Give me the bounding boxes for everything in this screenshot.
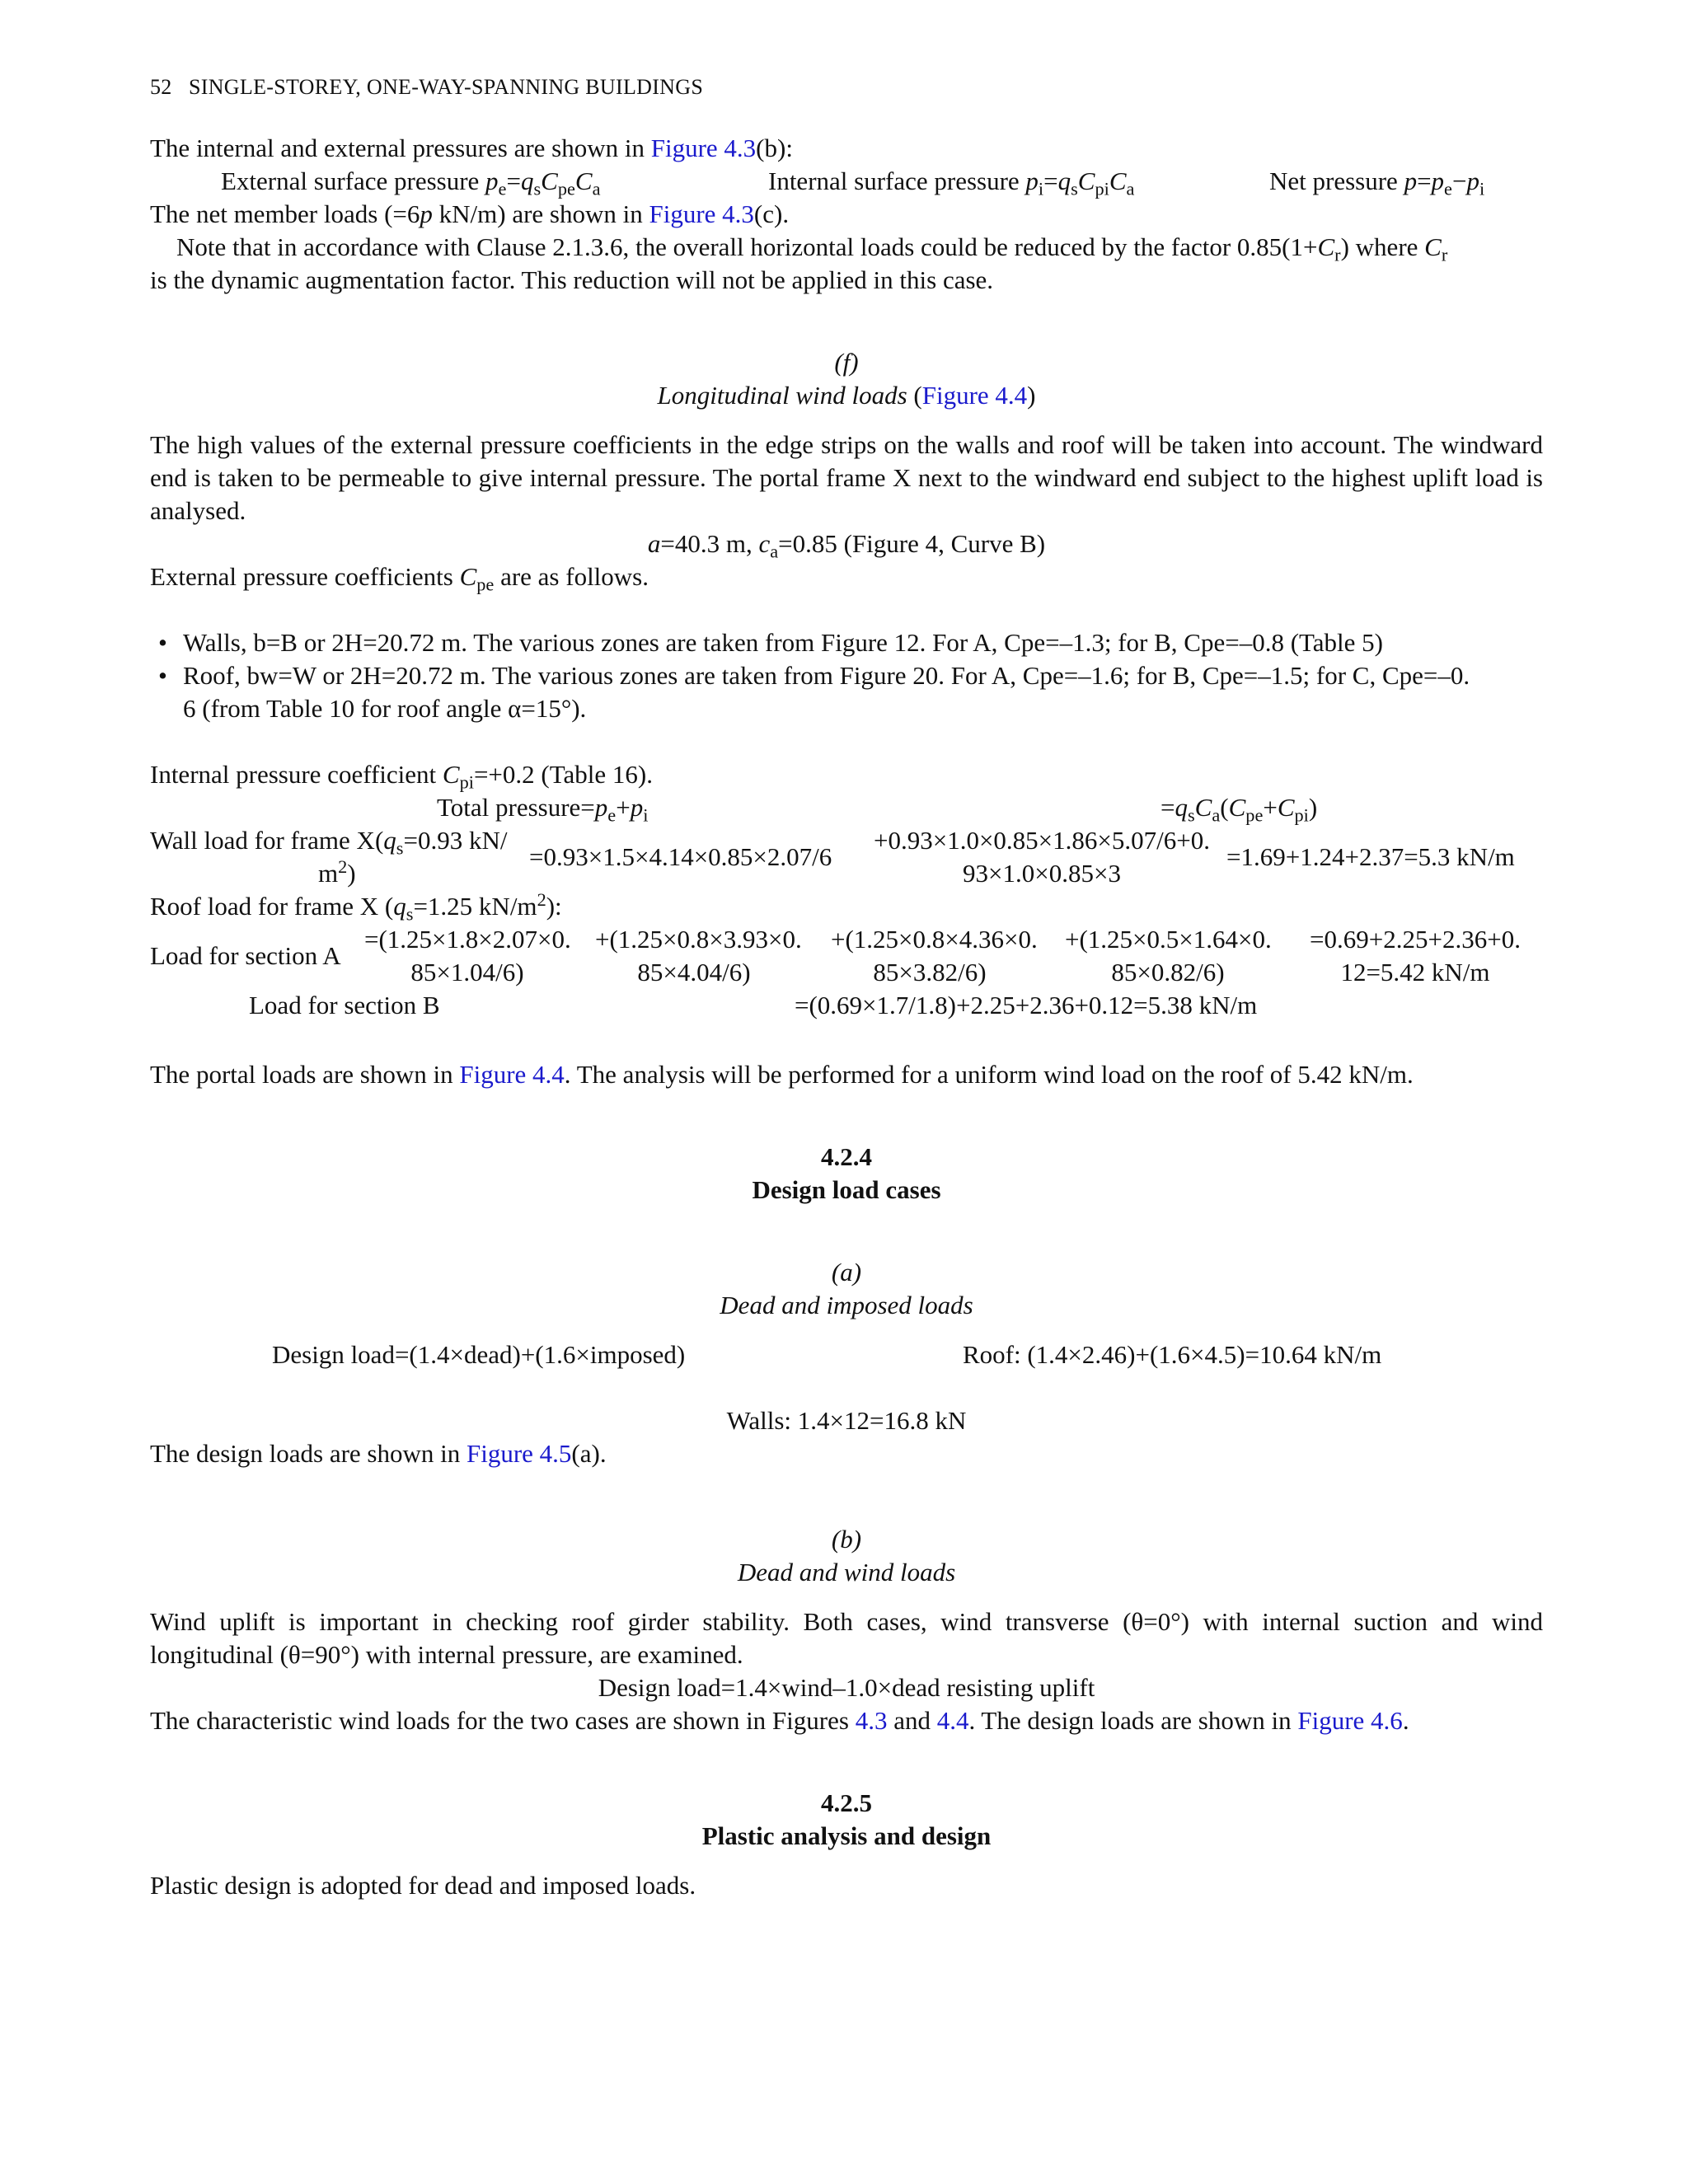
- bullet-roof-line1: Roof, bw=W or 2H=20.72 m. The various zones are taken from Figure 20. For A, Cpe=–1.6; for B, Cpe=–1.5; for C, Cpe=–0.: [183, 661, 1470, 690]
- figure-4-3-link[interactable]: Figure 4.3: [649, 199, 754, 228]
- wind-uplift-line2: longitudinal (θ=90°) with internal pressure, are examined.: [150, 1640, 743, 1669]
- figure-4-3-link[interactable]: Figure 4.3: [650, 134, 757, 162]
- section-a-col1-l1: =(1.25×1.8×2.07×0.: [364, 925, 571, 954]
- section-a-col4-l1: +(1.25×0.5×1.64×0.: [1065, 925, 1272, 954]
- section-a-col3: [831, 923, 1038, 989]
- section-a-col3-l1: +(1.25×0.8×4.36×0.: [831, 925, 1038, 954]
- wall-load-col2-l1: +0.93×1.0×0.85×1.86×5.07/6+0.: [873, 826, 1210, 855]
- intro-text: The internal and external pressures are shown in: [150, 134, 651, 162]
- char-text: .: [1402, 1706, 1409, 1735]
- plastic-design-paragraph: Plastic design is adopted for dead and imposed loads.: [150, 1871, 696, 1900]
- subsection-title-text: Longitudinal wind loads: [657, 381, 907, 410]
- intro-text: The net member loads (=6: [150, 199, 420, 228]
- subsection-title-dead-wind: Dead and wind loads: [737, 1558, 956, 1586]
- internal-coeff-text: =+0.2 (Table 16).: [473, 760, 653, 789]
- figure-4-6-link[interactable]: Figure 4.6: [1297, 1706, 1403, 1735]
- figure-4-5-link[interactable]: Figure 4.5: [466, 1439, 572, 1468]
- wall-load-col2-l2: 93×1.0×0.85×3: [963, 859, 1121, 888]
- section-a-col2: [595, 923, 802, 989]
- subsection-letter-a: (a): [831, 1258, 862, 1286]
- roof-load-text: ):: [546, 892, 562, 921]
- portal-text: . The analysis will be performed for a uniform wind load on the roof of 5.42 kN/m.: [564, 1060, 1414, 1089]
- formula-label: Internal surface pressure: [768, 166, 1026, 195]
- wind-uplift-line1: Wind uplift is important in checking roof girder stability. Both cases, wind transverse (θ=0°) with internal suction and wind: [150, 1607, 1543, 1636]
- bullet-walls: [150, 626, 1543, 659]
- subsection-title-longitudinal: Longitudinal wind loads (Figure 4.4): [657, 381, 1036, 410]
- external-coeff-line: External pressure coefficients $C_{pe}$ are as follows.: [150, 562, 649, 595]
- section-title-design-load-cases: Design load cases: [752, 1175, 941, 1204]
- figure-4-4-link[interactable]: Figure 4.4: [459, 1060, 565, 1089]
- wall-load-label: Wall load for frame $X(q_s=0.93$ kN/ $m^2$): [150, 826, 508, 888]
- section-number-4-2-4: 4.2.4: [821, 1142, 872, 1171]
- char-text: The characteristic wind loads for the two cases are shown in Figures: [150, 1706, 856, 1735]
- note-text: ) where: [1340, 232, 1425, 261]
- note-line-2: is the dynamic augmentation factor. This reduction will not be applied in this case.: [150, 265, 994, 294]
- roof-load-text: Roof load for frame X (: [150, 892, 394, 921]
- a-ca-text: =0.85 (Figure 4, Curve B): [778, 529, 1046, 558]
- net-member-loads-line: The net member loads (=6p kN/m) are shown in Figure 4.3(c).: [150, 199, 790, 228]
- design-loads-text: (a).: [571, 1439, 607, 1468]
- longitudinal-paragraph: The high values of the external pressure coefficients in the edge strips on the walls and roof will be taken into account. The windward end is taken to be permeable to give internal pressure. The portal frame X next to the windward end subject to the highest uplift load is analysed.: [150, 430, 1543, 525]
- roof-load-line: Roof load for frame X ($q_s=1.25$ $kN/m^2$):: [150, 888, 562, 925]
- section-a-col4-l2: 85×0.82/6): [1111, 958, 1225, 987]
- internal-pressure-formula: Internal surface pressure $p_i=q_sC_{pi}C_a$: [768, 166, 1135, 199]
- characteristic-wind-line: [150, 1704, 1409, 1737]
- section-a-col2-l2: 85×4.04/6): [637, 958, 751, 987]
- figure-4-4-link[interactable]: 4.4: [936, 1706, 969, 1735]
- a-ca-line: a=40.3 m, $c_a=0.85$ (Figure 4, Curve B): [647, 529, 1046, 562]
- bullet-roof: [150, 659, 1543, 725]
- intro-text: (c).: [753, 199, 790, 228]
- bullet-walls-text: Walls, b=B or 2H=20.72 m. The various zones are taken from Figure 12. For A, Cpe=–1.3; for B, Cpe=–0.8 (Table 5): [183, 628, 1384, 657]
- intro-line-1: [150, 132, 793, 165]
- wall-load-text: =0.93 kN/: [403, 826, 508, 855]
- external-pressure-formula: External surface pressure $p_e=q_sC_{pe}C_a$: [221, 166, 601, 199]
- wall-load-text: m: [318, 859, 339, 888]
- total-pressure-label: Total $pressure=p_e+p_i$: [437, 793, 649, 826]
- note-line-1: Note that in accordance with Clause 2.1.3.6, the overall horizontal loads could be reduced by the factor $0.85(1+C_r)$ where $C_r$: [176, 232, 1448, 265]
- section-a-label: Load for section A: [150, 941, 341, 970]
- page-number: 52: [150, 75, 172, 99]
- bullet-icon: •: [158, 628, 167, 657]
- formula-label: External surface pressure: [221, 166, 486, 195]
- design-load-wind: Design load=1.4×wind–1.0×dead resisting uplift: [598, 1673, 1095, 1702]
- section-a-col3-l2: 85×3.82/6): [873, 958, 987, 987]
- note-text: Note that in accordance with Clause 2.1.3.6, the overall horizontal loads could be reduced by the factor 0.85(1+: [176, 232, 1318, 261]
- subsection-letter-b: (b): [831, 1525, 862, 1554]
- design-loads-text: The design loads are shown in: [150, 1439, 467, 1468]
- section-a-col2-l1: +(1.25×0.8×3.93×0.: [595, 925, 802, 954]
- portal-text: The portal loads are shown in: [150, 1060, 460, 1089]
- section-title-plastic-analysis: Plastic analysis and design: [701, 1821, 992, 1850]
- char-text: and: [887, 1706, 937, 1735]
- section-b-label: Load for section B: [249, 991, 440, 1019]
- bullet-icon: •: [158, 661, 167, 690]
- total-pressure-text: Total pressure=: [437, 793, 595, 822]
- figure-4-3-link[interactable]: 4.3: [855, 1706, 888, 1735]
- running-title: SINGLE-STOREY, ONE-WAY-SPANNING BUILDINGS: [189, 75, 704, 99]
- figure-4-4-link[interactable]: Figure 4.4: [921, 381, 1028, 410]
- section-a-col1-l2: 85×1.04/6): [410, 958, 524, 987]
- section-a-col5-l1: =0.69+2.25+2.36+0.: [1310, 925, 1521, 954]
- char-text: . The design loads are shown in: [968, 1706, 1298, 1735]
- section-number-4-2-5: 4.2.5: [821, 1788, 872, 1817]
- intro-text: kN/m) are shown in: [432, 199, 649, 228]
- net-pressure-formula: Net pressure $p=p_e-p_i$: [1269, 166, 1485, 199]
- section-a-col4: [1065, 923, 1271, 989]
- design-load-formula: Design load=(1.4×dead)+(1.6×imposed): [272, 1340, 686, 1369]
- section-a-col5-l2: 12=5.42 kN/m: [1340, 958, 1490, 987]
- running-header: [150, 71, 703, 104]
- subsection-letter-f: (f): [834, 348, 859, 377]
- section-a-col5: [1304, 923, 1526, 989]
- roof-design-load: Roof: (1.4×2.46)+(1.6×4.5)=10.64 kN/m: [963, 1340, 1382, 1369]
- formula-label: Net pressure: [1269, 166, 1404, 195]
- wall-load-col3: =1.69+1.24+2.37=5.3 kN/m: [1226, 842, 1515, 871]
- portal-loads-line: [150, 1058, 1414, 1091]
- internal-coeff-line: Internal pressure coefficient $C_{pi}=+0.2$ (Table 16).: [150, 760, 653, 793]
- external-coeff-text: are as follows.: [494, 562, 649, 591]
- design-loads-shown-line: [150, 1437, 607, 1470]
- bullet-roof-line2: 6 (from Table 10 for roof angle α=15°).: [183, 694, 587, 723]
- wall-load-col2: [860, 824, 1223, 890]
- wall-load-text: Wall load for frame X(: [150, 826, 384, 855]
- roof-load-text: =1.25 kN/m: [413, 892, 537, 921]
- intro-text: (b):: [756, 134, 793, 162]
- section-a-col1: [364, 923, 570, 989]
- total-pressure-formula: $=q_sC_a(C_{pe}+C_{pi})$: [1160, 793, 1318, 826]
- section-b-value: =(0.69×1.7/1.8)+2.25+2.36+0.12=5.38 kN/m: [795, 991, 1258, 1019]
- walls-design-load: Walls: 1.4×12=16.8 kN: [726, 1406, 967, 1435]
- wall-load-col1: =0.93×1.5×4.14×0.85×2.07/6: [529, 842, 832, 871]
- subsection-title-dead-imposed: Dead and imposed loads: [720, 1291, 973, 1319]
